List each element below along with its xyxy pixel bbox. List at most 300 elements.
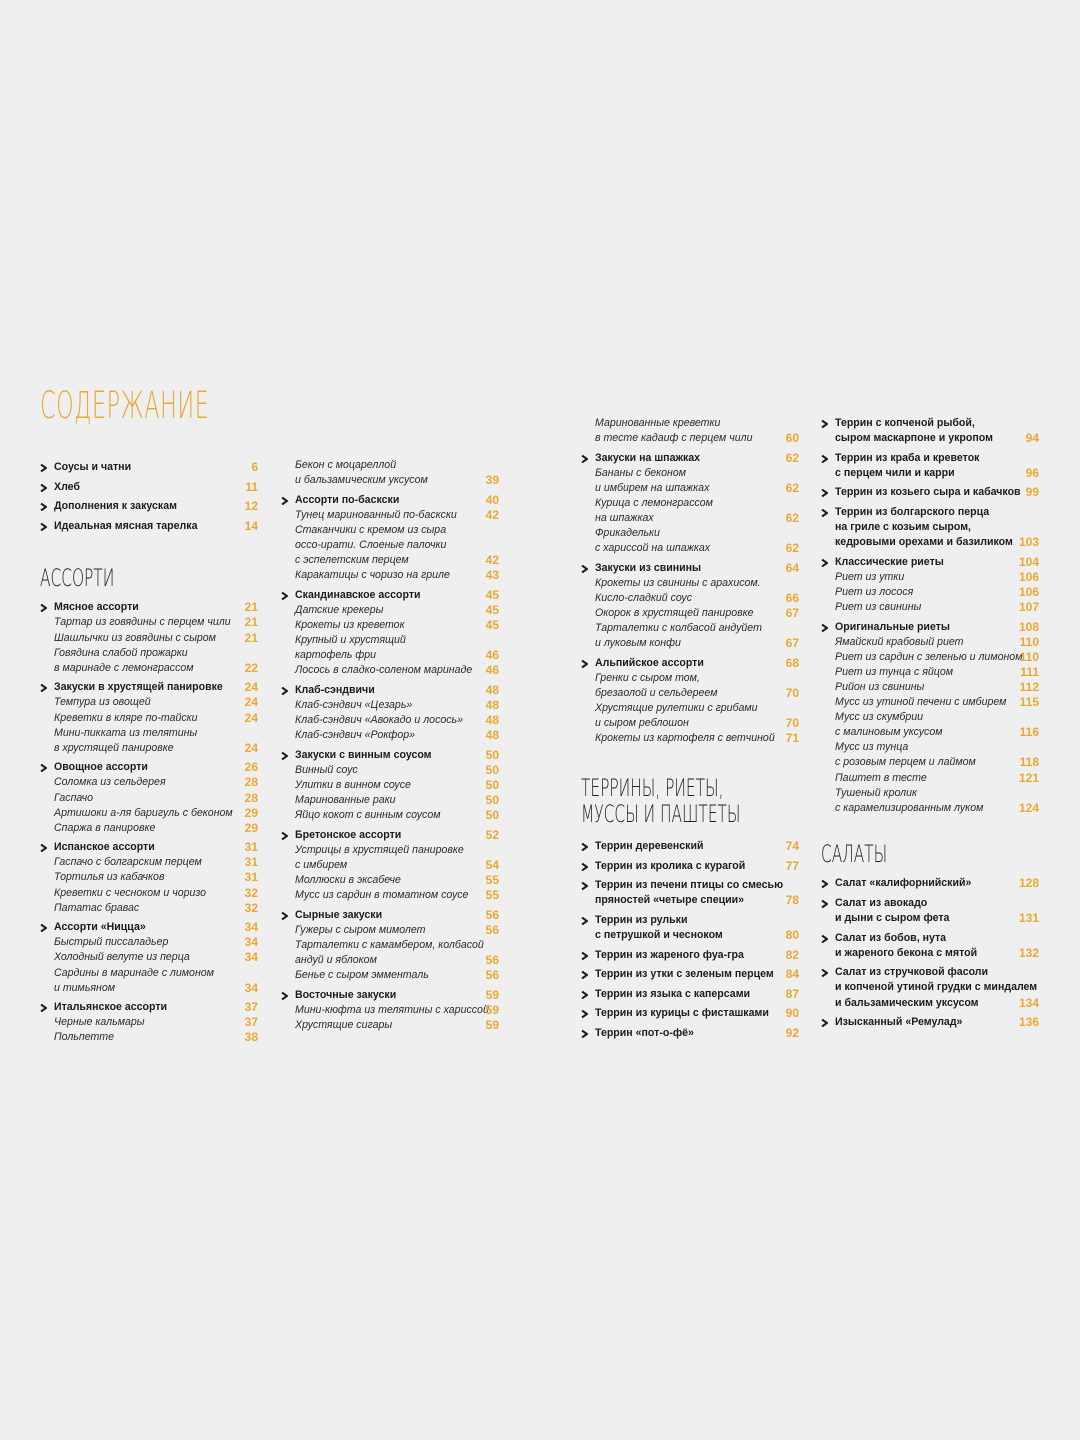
chevron-right-icon [281,752,288,759]
entry-title: Артишоки а-ля баригуль с беконом [54,806,233,819]
entry-title: Рийон из свинины [835,681,925,693]
entry-title: Идеальная мясная тарелка [54,519,198,532]
page-number: 31 [244,855,258,870]
toc-entry-group [40,760,258,835]
chevron-right-icon [821,880,828,887]
entry-title: Дополнения к закускам [54,500,177,513]
toc-column-1 [40,414,258,1050]
toc-subentry [581,541,799,556]
entry-title: в тесте кадаиф с перцем чили [595,432,753,445]
toc-entry-group [281,988,499,1033]
toc-entry [581,878,799,893]
entry-title: Хлеб [54,480,80,493]
toc-entry-group [581,839,799,854]
entry-title: с малиновым уксусом [835,726,943,739]
toc-entry [281,748,499,763]
chevron-right-icon [581,952,588,959]
toc-entry-group [281,748,499,823]
entry-title: Темпура из овощей [54,696,151,709]
page-number: 108 [1018,619,1039,634]
page-number: 24 [244,740,258,755]
page-number: 90 [785,1006,799,1021]
toc-subentry [581,671,799,686]
toc-subentry [40,886,258,901]
toc-entry [581,913,799,928]
page-number: 67 [785,636,799,651]
toc-subentry [40,806,258,821]
page-number: 46 [485,648,499,663]
entry-title: Террин деревенский [595,839,704,852]
entry-title: Гужеры с сыром мимолет [295,923,426,936]
toc-subentry [281,938,499,953]
toc-entry [821,555,1039,570]
page-number: 62 [785,541,799,556]
toc-subentry [581,416,799,431]
chevron-right-icon [581,863,588,870]
page-number: 37 [244,1000,258,1015]
toc-entry-group [821,965,1039,1010]
entry-title: Террин с копченой рыбой, [835,417,975,429]
toc-subentry [821,755,1039,770]
entry-title: Креветки с чесноком и чоризо [54,886,207,899]
page-number: 59 [485,987,499,1002]
chevron-right-icon [40,684,47,691]
entry-title: сыром маскарпоне и укропом [835,432,993,445]
page-number: 80 [785,927,799,942]
entry-title: Террин из кролика с курагой [595,859,746,872]
toc-entry-group [581,416,799,446]
toc-entry [281,493,499,508]
entry-title: Риет из свинины [835,601,922,614]
toc-entry-group [581,878,799,908]
page-number: 94 [1025,431,1039,446]
toc-entry [40,920,258,935]
page-number: 62 [785,480,799,495]
page-number: 50 [485,792,499,807]
toc-subentry [281,568,499,583]
toc-subentry [581,466,799,481]
entry-title: Ассорти по-баскски [295,493,400,506]
toc-entry [821,416,1039,431]
toc-subentry [821,570,1039,585]
entry-title: Закуски с винным соусом [295,748,432,761]
entry-title: Стаканчики с кремом из сыра [295,523,447,536]
toc-subentry [821,786,1039,801]
page-number: 6 [251,460,258,474]
entry-title: Бекон с моцареллой [295,459,397,471]
page-number: 74 [785,838,799,853]
toc-subentry [281,538,499,553]
toc-entry-group [581,948,799,963]
toc-subentry [40,695,258,710]
entry-title: Кисло-сладкий соус [595,592,693,605]
toc-subentry [581,716,799,731]
page-number: 37 [244,1015,258,1030]
page-number: 71 [785,731,799,746]
toc-entry [821,965,1039,980]
page-number: 136 [1018,1015,1039,1030]
entry-title: и тимьяном [54,981,116,994]
page-number: 103 [1018,535,1039,550]
toc-entry [581,893,799,908]
page-number: 31 [244,870,258,885]
toc-subentry [821,585,1039,600]
section-heading [581,773,741,828]
toc-entry [821,485,1039,500]
entry-title: и бальзамическим уксусом [835,996,979,1009]
toc-subentry [281,843,499,858]
toc-subentry [40,1030,258,1045]
page-number: 43 [485,568,499,583]
toc-subentry [40,966,258,981]
page-number: 124 [1018,800,1039,815]
page-number: 62 [785,511,799,526]
spacer [581,1041,799,1046]
toc-subentry [281,648,499,663]
page-number: 62 [785,450,799,465]
toc-entry-group [821,1015,1039,1030]
entry-title: Салат «калифорнийский» [835,877,972,890]
toc-subentry [821,801,1039,816]
toc-subentry [281,713,499,728]
toc-entry [821,620,1039,635]
entry-title: Скандинавское ассорти [295,588,421,601]
toc-entry [581,928,799,943]
toc-subentry [821,650,1039,665]
spacer [40,1046,258,1051]
toc-entry [581,948,799,963]
toc-subentry [821,695,1039,710]
page-number: 45 [485,587,499,602]
toc-subentry [281,1003,499,1018]
spacer [40,414,258,460]
page-number: 134 [1018,995,1039,1010]
spacer [821,1030,1039,1035]
entry-title: Гаспачо [54,791,93,804]
page-number: 48 [485,682,499,697]
section-heading-line: МУССЫ И ПАШТЕТЫ [581,799,741,828]
page-number: 59 [485,1017,499,1032]
entry-title: Каракатицы с чоризо на гриле [295,569,450,582]
spacer [581,751,799,775]
section-heading-line: АССОРТИ [40,564,115,593]
page-number: 104 [1018,554,1039,569]
entry-title: Мусс из тунца [835,741,909,754]
entry-title: Хрустящие сигары [295,1018,393,1031]
page-number: 31 [244,840,258,855]
entry-title: Креветки в кляре по-тайски [54,711,198,724]
page-number: 115 [1019,695,1039,710]
chevron-right-icon [281,992,288,999]
entry-title: Пататас бравас [54,901,140,914]
entry-title: Тунец маринованный по-баскски [295,508,457,521]
toc-subentry [40,661,258,676]
page-number: 99 [1025,485,1039,500]
entry-title: и сыром реблошон [595,717,689,730]
toc-subentry [581,591,799,606]
toc-subentry [821,635,1039,650]
toc-subentry [581,431,799,446]
entry-title: Соусы и чатни [54,461,132,473]
toc-subentry [821,725,1039,740]
entry-title: оссо-ирати. Слоеные палочки [295,538,447,551]
page-number: 34 [244,920,258,935]
toc-entry [821,896,1039,911]
chevron-right-icon [40,503,47,510]
chevron-right-icon [40,1004,47,1011]
toc-entry [821,1015,1039,1030]
page-number: 42 [485,553,499,568]
toc-subentry [581,686,799,701]
entry-title: Бретонское ассорти [295,828,402,841]
spacer [581,827,799,839]
entry-title: Гренки с сыром том, [595,672,700,684]
toc-subentry [40,950,258,965]
toc-subentry [581,731,799,746]
page-number: 96 [1025,465,1039,480]
page-number: 12 [244,499,258,514]
entry-title: Закуски из свинины [595,561,702,574]
page-number: 92 [785,1025,799,1040]
toc-subentry [281,663,499,678]
toc-subentry [281,633,499,648]
page-number: 116 [1019,725,1039,740]
chevron-right-icon [821,900,828,907]
toc-entry [581,987,799,1002]
entry-title: Лосось в сладко-соленом маринаде [295,664,473,677]
entry-title: пряностей «четыре специи» [595,894,745,907]
page-number: 46 [485,663,499,678]
chevron-right-icon [821,1019,828,1026]
toc-subentry [281,873,499,888]
page-number: 84 [785,967,799,982]
toc-entry-group [281,828,499,903]
toc-entry-group [40,1000,258,1045]
toc-subentry [821,600,1039,615]
toc-entry-group [821,620,1039,816]
page-number: 45 [485,617,499,632]
toc-entry [40,760,258,775]
toc-subentry [281,888,499,903]
entry-title: Риет из сардин с зеленью и лимоном [835,650,1023,663]
entry-title: Тарталетки с колбасой андуйет [595,622,762,635]
entry-title: Клаб-сэндвич «Авокадо и лосось» [295,714,464,726]
entry-title: Террин из языка с каперсами [595,987,751,1000]
page-number: 56 [485,922,499,937]
spacer [821,820,1039,842]
chevron-right-icon [821,509,828,516]
toc-entry-group [581,987,799,1002]
entry-title: Польпетте [54,1031,115,1044]
toc-subentry [281,1018,499,1033]
toc-subentry [281,968,499,983]
toc-subentry [821,680,1039,695]
toc-subentry [821,665,1039,680]
toc-entry [581,967,799,982]
toc-subentry [40,791,258,806]
entry-title: Террин из краба и креветок [835,451,980,464]
entry-title: Окорок в хрустящей панировке [595,607,754,620]
chevron-right-icon [821,489,828,496]
toc-subentry [281,763,499,778]
toc-entry [821,931,1039,946]
toc-entry-group [40,460,258,475]
toc-subentry [281,473,499,488]
page-number: 40 [485,492,499,507]
entry-title: и жареного бекона с мятой [835,946,978,959]
page-number: 118 [1019,755,1039,770]
toc-entry [581,839,799,854]
entry-title: с розовым перцем и лаймом [835,756,976,769]
toc-subentry [581,576,799,591]
toc-subentry [40,981,258,996]
toc-entry-group [40,920,258,995]
chevron-right-icon [581,882,588,889]
toc-entry-group [581,913,799,943]
toc-entry [40,519,258,534]
entry-title: Улитки в винном соусе [295,778,411,791]
entry-title: Салат из авокадо [835,896,928,909]
chevron-right-icon [581,917,588,924]
chevron-right-icon [581,565,588,572]
page-number: 66 [785,591,799,606]
entry-title: Изысканный «Ремулад» [835,1016,963,1029]
page-number: 54 [485,857,499,872]
toc-entry-group [281,683,499,743]
spacer [281,1033,499,1038]
entry-title: и бальзамическим уксусом [295,474,428,487]
toc-entry-group [821,931,1039,961]
entry-title: на гриле с козьим сыром, [835,521,971,534]
toc-entry-group [281,458,499,488]
entry-title: Говядина слабой прожарки [54,646,188,659]
page-number: 48 [485,713,499,727]
page-number: 21 [244,615,258,630]
toc-subentry [281,808,499,823]
page-number: 56 [485,952,499,967]
entry-title: Фрикадельки [595,527,660,540]
entry-title: Крокеты из картофеля с ветчиной [595,732,775,745]
page-number: 48 [485,728,499,743]
toc-entry [581,1026,799,1041]
toc-subentry [281,953,499,968]
entry-title: Риет из утки [835,570,905,583]
entry-title: Быстрый писсаладьер [54,936,169,949]
toc-entry [281,988,499,1003]
toc-subentry [40,646,258,661]
toc-subentry [40,855,258,870]
chevron-right-icon [281,687,288,694]
toc-subentry [40,821,258,836]
page-number: 110 [1019,649,1039,664]
entry-title: Риет из лосося [835,585,914,598]
entry-title: Паштет в тесте [835,771,927,784]
toc-entry [281,588,499,603]
entry-title: Черные кальмары [54,1016,145,1029]
page-number: 106 [1018,569,1039,584]
page-number: 56 [485,907,499,922]
entry-title: на шпажках [595,512,654,525]
chevron-right-icon [281,497,288,504]
entry-title: Риет из тунца с яйцом [835,665,953,678]
page-number: 78 [785,893,799,908]
toc-entry [821,996,1039,1011]
toc-entry-group [40,680,258,755]
toc-subentry [581,606,799,621]
toc-subentry [281,698,499,713]
entry-title: в маринаде с лемонграссом [54,661,194,674]
page-number: 34 [244,950,258,965]
section-heading-line: САЛАТЫ [821,840,888,869]
toc-entry [40,1000,258,1015]
page-number: 64 [785,560,799,575]
spacer [40,538,258,566]
entry-title: Мусс из сардин в томатном соусе [295,889,469,902]
chevron-right-icon [581,455,588,462]
entry-title: Салат из бобов, нута [835,931,947,944]
page-number: 55 [485,888,499,903]
toc-entry-group [821,896,1039,926]
toc-entry [821,876,1039,891]
toc-entry [821,451,1039,466]
entry-title: с петрушкой и чесноком [595,928,723,941]
entry-title: Клаб-сэндвич «Цезарь» [295,698,413,711]
chevron-right-icon [821,935,828,942]
toc-subentry [40,631,258,646]
toc-entry-group [581,1026,799,1041]
chevron-right-icon [281,592,288,599]
chevron-right-icon [40,464,47,471]
page-number: 24 [244,680,258,695]
entry-title: Устрицы в хрустящей панировке [295,843,464,856]
page-number: 48 [485,697,499,712]
page-number: 60 [785,431,799,446]
toc-subentry [281,728,499,743]
toc-subentry [40,615,258,630]
page-number: 77 [785,858,799,873]
entry-title: кедровыми орехами и базиликом [835,536,1013,549]
entry-title: андуй и яблоком [295,953,377,966]
entry-title: Бенье с сыром эмменталь [295,969,429,981]
toc-subentry [40,775,258,790]
page-number: 14 [244,518,258,533]
toc-subentry [821,710,1039,725]
entry-title: Овощное ассорти [54,761,148,774]
toc-entry-group [40,840,258,915]
entry-title: с имбирем [295,858,348,871]
entry-title: Мусс из утиной печени с имбирем [835,696,1007,709]
page-number: 112 [1019,680,1039,694]
entry-title: Испанское ассорти [54,841,155,854]
page-title: СОДЕРЖАНИЕ [40,384,210,427]
toc-subentry [40,870,258,885]
toc-entry [281,683,499,698]
chevron-right-icon [821,455,828,462]
page-number: 24 [244,695,258,710]
page-number: 67 [785,606,799,621]
entry-title: Мини-кюфта из телятины с хариссой [295,1003,489,1016]
entry-title: Итальянское ассорти [54,1001,168,1014]
toc-entry-group [821,555,1039,615]
entry-title: Соломка из сельдерея [54,776,166,789]
toc-subentry [281,603,499,618]
chevron-right-icon [821,559,828,566]
entry-title: Ямайский крабовый риет [835,635,964,648]
entry-title: Крокеты из свинины с арахисом. [595,576,761,589]
page-number: 50 [485,777,499,792]
entry-title: в хрустящей панировке [54,741,174,754]
page-number: 26 [244,760,258,775]
